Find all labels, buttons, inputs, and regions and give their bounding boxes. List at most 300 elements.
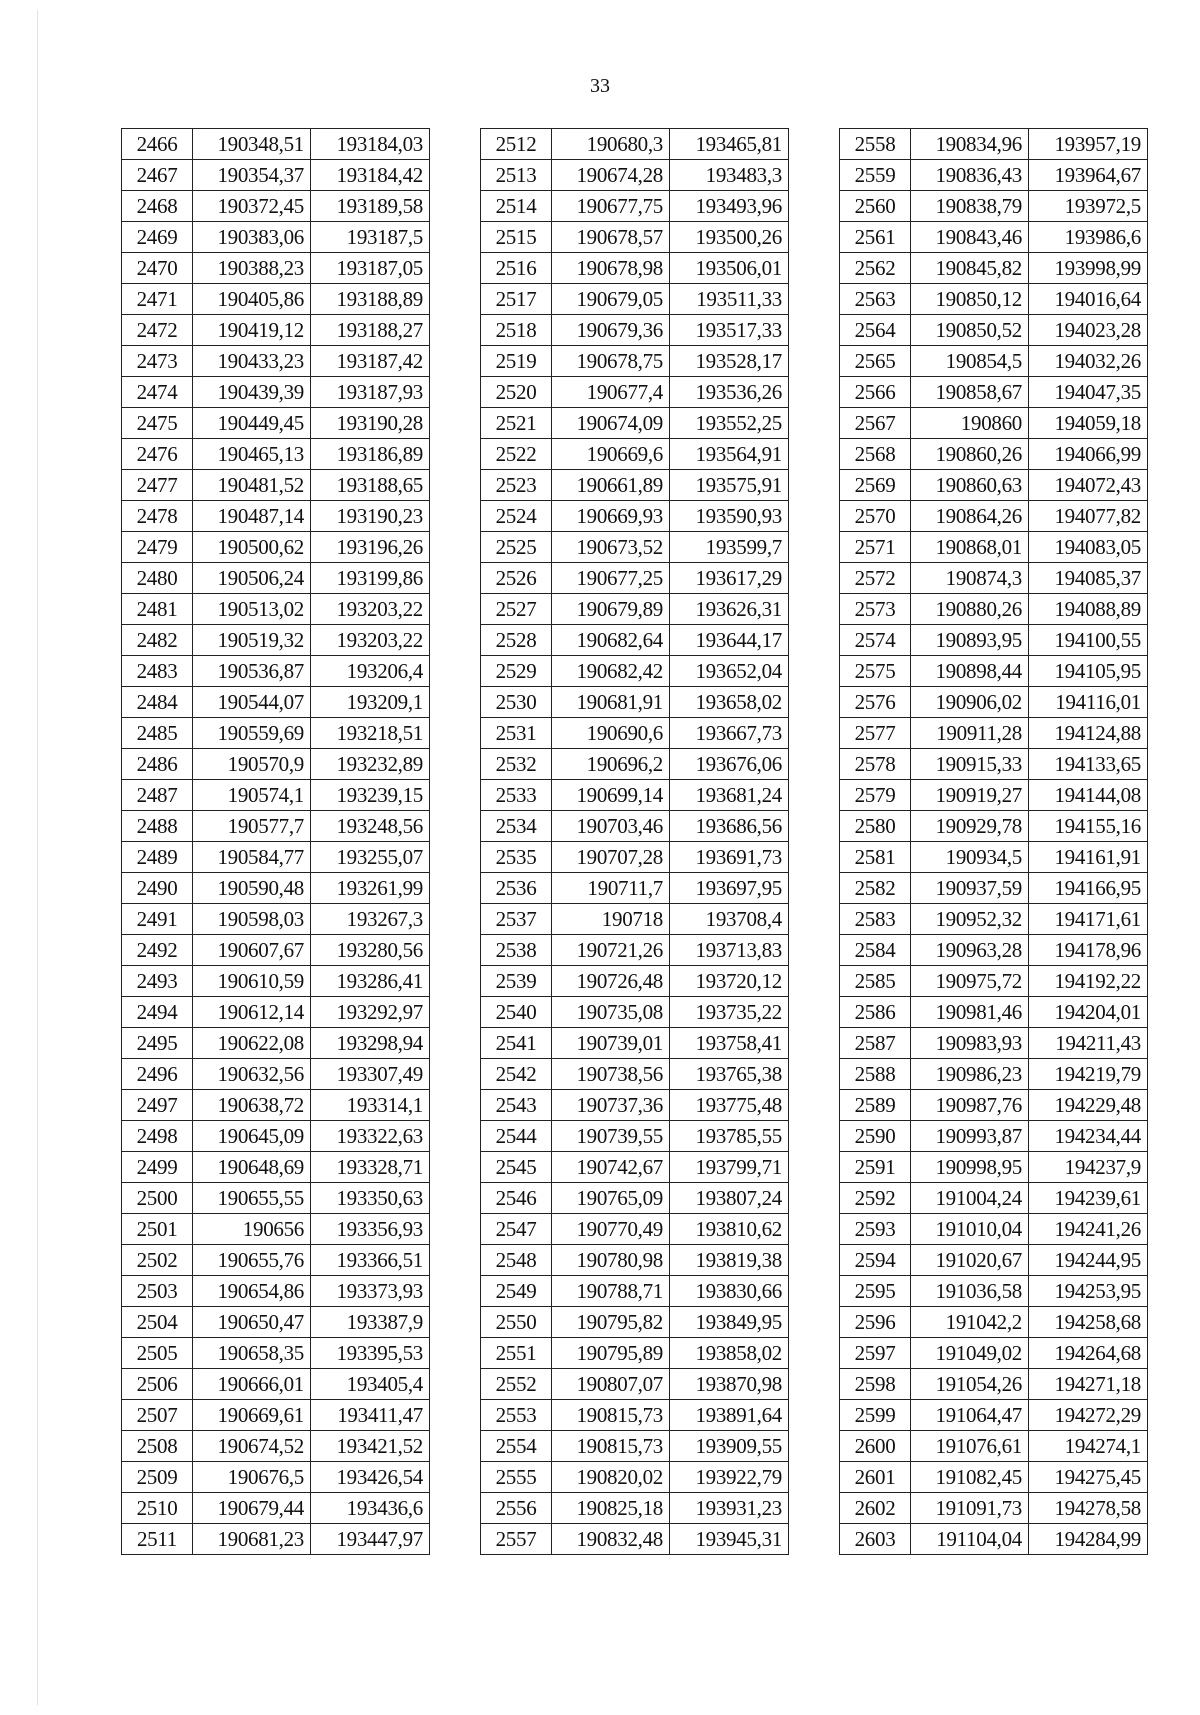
table-row (122, 408, 430, 439)
x-coordinate-cell: 190983,93 (911, 1028, 1029, 1059)
point-number-cell: 2550 (481, 1307, 552, 1338)
y-coordinate-cell: 193421,52 (311, 1431, 430, 1462)
point-number-cell: 2576 (840, 687, 911, 718)
y-coordinate-cell: 193807,24 (670, 1183, 789, 1214)
table-row (122, 377, 430, 408)
table-row (840, 873, 1148, 904)
point-number-cell: 2549 (481, 1276, 552, 1307)
x-coordinate-cell: 190780,98 (552, 1245, 670, 1276)
point-number-cell: 2539 (481, 966, 552, 997)
x-coordinate-cell: 190690,6 (552, 718, 670, 749)
y-coordinate-cell: 193493,96 (670, 191, 789, 222)
y-coordinate-cell: 193819,38 (670, 1245, 789, 1276)
table-row (122, 470, 430, 501)
x-coordinate-cell: 190658,35 (193, 1338, 311, 1369)
point-number-cell: 2543 (481, 1090, 552, 1121)
x-coordinate-cell: 190681,23 (193, 1524, 311, 1555)
point-number-cell: 2479 (122, 532, 193, 563)
y-coordinate-cell: 193232,89 (311, 749, 430, 780)
y-coordinate-cell: 193658,02 (670, 687, 789, 718)
x-coordinate-cell: 190656 (193, 1214, 311, 1245)
table-row (481, 408, 789, 439)
table-row (481, 1338, 789, 1369)
x-coordinate-cell: 190850,52 (911, 315, 1029, 346)
x-coordinate-cell: 190388,23 (193, 253, 311, 284)
y-coordinate-cell: 193870,98 (670, 1369, 789, 1400)
table-row (840, 1338, 1148, 1369)
point-number-cell: 2577 (840, 718, 911, 749)
y-coordinate-cell: 193713,83 (670, 935, 789, 966)
y-coordinate-cell: 193307,49 (311, 1059, 430, 1090)
y-coordinate-cell: 193483,3 (670, 160, 789, 191)
point-number-cell: 2548 (481, 1245, 552, 1276)
y-coordinate-cell: 193964,67 (1029, 160, 1148, 191)
x-coordinate-cell: 190998,95 (911, 1152, 1029, 1183)
y-coordinate-cell: 193858,02 (670, 1338, 789, 1369)
y-coordinate-cell: 194271,18 (1029, 1369, 1148, 1400)
table-row (122, 1524, 430, 1555)
point-number-cell: 2520 (481, 377, 552, 408)
point-number-cell: 2503 (122, 1276, 193, 1307)
y-coordinate-cell: 193891,64 (670, 1400, 789, 1431)
point-number-cell: 2466 (122, 129, 193, 160)
x-coordinate-cell: 190742,67 (552, 1152, 670, 1183)
y-coordinate-cell: 193575,91 (670, 470, 789, 501)
table-row (840, 842, 1148, 873)
y-coordinate-cell: 193187,05 (311, 253, 430, 284)
point-number-cell: 2557 (481, 1524, 552, 1555)
point-number-cell: 2496 (122, 1059, 193, 1090)
y-coordinate-cell: 193681,24 (670, 780, 789, 811)
point-number-cell: 2559 (840, 160, 911, 191)
x-coordinate-cell: 190860,63 (911, 470, 1029, 501)
table-row (840, 780, 1148, 811)
table-row (840, 346, 1148, 377)
y-coordinate-cell: 193957,19 (1029, 129, 1148, 160)
x-coordinate-cell: 190679,89 (552, 594, 670, 625)
point-number-cell: 2491 (122, 904, 193, 935)
point-number-cell: 2468 (122, 191, 193, 222)
x-coordinate-cell: 191020,67 (911, 1245, 1029, 1276)
table-row (122, 997, 430, 1028)
point-number-cell: 2522 (481, 439, 552, 470)
x-coordinate-cell: 190680,3 (552, 129, 670, 160)
table-row (122, 811, 430, 842)
table-row (481, 439, 789, 470)
point-number-cell: 2467 (122, 160, 193, 191)
x-coordinate-cell: 191004,24 (911, 1183, 1029, 1214)
y-coordinate-cell: 193972,5 (1029, 191, 1148, 222)
x-coordinate-cell: 190952,32 (911, 904, 1029, 935)
y-coordinate-cell: 194239,61 (1029, 1183, 1148, 1214)
y-coordinate-cell: 193426,54 (311, 1462, 430, 1493)
point-number-cell: 2560 (840, 191, 911, 222)
x-coordinate-cell: 190880,26 (911, 594, 1029, 625)
table-row (481, 532, 789, 563)
x-coordinate-cell: 190681,91 (552, 687, 670, 718)
point-number-cell: 2595 (840, 1276, 911, 1307)
point-number-cell: 2538 (481, 935, 552, 966)
point-number-cell: 2558 (840, 129, 911, 160)
table-row (481, 315, 789, 346)
x-coordinate-cell: 190679,44 (193, 1493, 311, 1524)
y-coordinate-cell: 194241,26 (1029, 1214, 1148, 1245)
y-coordinate-cell: 193184,42 (311, 160, 430, 191)
table-row (840, 749, 1148, 780)
table-row (840, 1214, 1148, 1245)
x-coordinate-cell: 190838,79 (911, 191, 1029, 222)
y-coordinate-cell: 194100,55 (1029, 625, 1148, 656)
coordinate-table-body (840, 129, 1148, 1555)
x-coordinate-cell: 190577,7 (193, 811, 311, 842)
y-coordinate-cell: 193186,89 (311, 439, 430, 470)
table-row (481, 966, 789, 997)
x-coordinate-cell: 190481,52 (193, 470, 311, 501)
table-row (122, 532, 430, 563)
point-number-cell: 2580 (840, 811, 911, 842)
table-row (840, 315, 1148, 346)
point-number-cell: 2480 (122, 563, 193, 594)
table-row (122, 501, 430, 532)
point-number-cell: 2579 (840, 780, 911, 811)
point-number-cell: 2487 (122, 780, 193, 811)
point-number-cell: 2578 (840, 749, 911, 780)
y-coordinate-cell: 193536,26 (670, 377, 789, 408)
y-coordinate-cell: 194161,91 (1029, 842, 1148, 873)
y-coordinate-cell: 194237,9 (1029, 1152, 1148, 1183)
y-coordinate-cell: 193239,15 (311, 780, 430, 811)
x-coordinate-cell: 190860,26 (911, 439, 1029, 470)
table-row (481, 656, 789, 687)
x-coordinate-cell: 190419,12 (193, 315, 311, 346)
x-coordinate-cell: 190354,37 (193, 160, 311, 191)
y-coordinate-cell: 193267,3 (311, 904, 430, 935)
point-number-cell: 2536 (481, 873, 552, 904)
table-row (481, 1493, 789, 1524)
table-row (481, 904, 789, 935)
x-coordinate-cell: 190674,09 (552, 408, 670, 439)
table-row (840, 222, 1148, 253)
table-row (481, 997, 789, 1028)
y-coordinate-cell: 193799,71 (670, 1152, 789, 1183)
table-row (840, 1462, 1148, 1493)
y-coordinate-cell: 194284,99 (1029, 1524, 1148, 1555)
table-row (481, 160, 789, 191)
point-number-cell: 2523 (481, 470, 552, 501)
x-coordinate-cell: 190739,01 (552, 1028, 670, 1059)
point-number-cell: 2533 (481, 780, 552, 811)
point-number-cell: 2476 (122, 439, 193, 470)
table-row (840, 1307, 1148, 1338)
x-coordinate-cell: 190820,02 (552, 1462, 670, 1493)
x-coordinate-cell: 190765,09 (552, 1183, 670, 1214)
table-row (840, 656, 1148, 687)
point-number-cell: 2553 (481, 1400, 552, 1431)
table-row (840, 160, 1148, 191)
point-number-cell: 2594 (840, 1245, 911, 1276)
point-number-cell: 2573 (840, 594, 911, 625)
point-number-cell: 2603 (840, 1524, 911, 1555)
point-number-cell: 2511 (122, 1524, 193, 1555)
x-coordinate-cell: 190574,1 (193, 780, 311, 811)
table-row (122, 966, 430, 997)
x-coordinate-cell: 190645,09 (193, 1121, 311, 1152)
table-row (481, 284, 789, 315)
table-row (481, 718, 789, 749)
table-row (122, 129, 430, 160)
point-number-cell: 2485 (122, 718, 193, 749)
table-row (122, 656, 430, 687)
table-row (840, 377, 1148, 408)
table-row (840, 532, 1148, 563)
point-number-cell: 2600 (840, 1431, 911, 1462)
x-coordinate-cell: 190864,26 (911, 501, 1029, 532)
y-coordinate-cell: 194272,29 (1029, 1400, 1148, 1431)
x-coordinate-cell: 190807,07 (552, 1369, 670, 1400)
table-row (840, 904, 1148, 935)
x-coordinate-cell: 190937,59 (911, 873, 1029, 904)
table-row (122, 439, 430, 470)
point-number-cell: 2551 (481, 1338, 552, 1369)
point-number-cell: 2481 (122, 594, 193, 625)
y-coordinate-cell: 193261,99 (311, 873, 430, 904)
table-row (122, 1028, 430, 1059)
x-coordinate-cell: 190735,08 (552, 997, 670, 1028)
coordinate-table-3 (839, 128, 1148, 1555)
y-coordinate-cell: 194278,58 (1029, 1493, 1148, 1524)
point-number-cell: 2581 (840, 842, 911, 873)
y-coordinate-cell: 193691,73 (670, 842, 789, 873)
y-coordinate-cell: 194085,37 (1029, 563, 1148, 594)
table-row (481, 1183, 789, 1214)
point-number-cell: 2593 (840, 1214, 911, 1245)
point-number-cell: 2544 (481, 1121, 552, 1152)
table-row (122, 563, 430, 594)
table-row (122, 935, 430, 966)
table-row (481, 191, 789, 222)
y-coordinate-cell: 194088,89 (1029, 594, 1148, 625)
y-coordinate-cell: 193511,33 (670, 284, 789, 315)
point-number-cell: 2494 (122, 997, 193, 1028)
x-coordinate-cell: 191054,26 (911, 1369, 1029, 1400)
table-row (481, 749, 789, 780)
y-coordinate-cell: 193708,4 (670, 904, 789, 935)
point-number-cell: 2584 (840, 935, 911, 966)
y-coordinate-cell: 193203,22 (311, 594, 430, 625)
y-coordinate-cell: 193328,71 (311, 1152, 430, 1183)
table-row (122, 160, 430, 191)
point-number-cell: 2598 (840, 1369, 911, 1400)
y-coordinate-cell: 193255,07 (311, 842, 430, 873)
table-row (840, 1431, 1148, 1462)
table-row (122, 1462, 430, 1493)
y-coordinate-cell: 193199,86 (311, 563, 430, 594)
point-number-cell: 2555 (481, 1462, 552, 1493)
y-coordinate-cell: 194244,95 (1029, 1245, 1148, 1276)
x-coordinate-cell: 191049,02 (911, 1338, 1029, 1369)
table-row (122, 780, 430, 811)
point-number-cell: 2535 (481, 842, 552, 873)
page-number: 33 (590, 75, 610, 97)
table-row (840, 1059, 1148, 1090)
table-row (840, 1276, 1148, 1307)
y-coordinate-cell: 193644,17 (670, 625, 789, 656)
point-number-cell: 2478 (122, 501, 193, 532)
point-number-cell: 2506 (122, 1369, 193, 1400)
y-coordinate-cell: 194211,43 (1029, 1028, 1148, 1059)
point-number-cell: 2525 (481, 532, 552, 563)
point-number-cell: 2526 (481, 563, 552, 594)
y-coordinate-cell: 193411,47 (311, 1400, 430, 1431)
y-coordinate-cell: 193720,12 (670, 966, 789, 997)
table-row (481, 1121, 789, 1152)
x-coordinate-cell: 190739,55 (552, 1121, 670, 1152)
x-coordinate-cell: 190674,28 (552, 160, 670, 191)
table-row (122, 284, 430, 315)
point-number-cell: 2534 (481, 811, 552, 842)
point-number-cell: 2532 (481, 749, 552, 780)
point-number-cell: 2499 (122, 1152, 193, 1183)
point-number-cell: 2529 (481, 656, 552, 687)
y-coordinate-cell: 193447,97 (311, 1524, 430, 1555)
point-number-cell: 2497 (122, 1090, 193, 1121)
coordinate-table-1 (121, 128, 430, 1555)
table-row (122, 1183, 430, 1214)
table-row (840, 1245, 1148, 1276)
x-coordinate-cell: 190536,87 (193, 656, 311, 687)
point-number-cell: 2602 (840, 1493, 911, 1524)
point-number-cell: 2518 (481, 315, 552, 346)
table-row (122, 687, 430, 718)
table-row (481, 1524, 789, 1555)
x-coordinate-cell: 190836,43 (911, 160, 1029, 191)
y-coordinate-cell: 193810,62 (670, 1214, 789, 1245)
x-coordinate-cell: 190676,5 (193, 1462, 311, 1493)
point-number-cell: 2597 (840, 1338, 911, 1369)
x-coordinate-cell: 190638,72 (193, 1090, 311, 1121)
y-coordinate-cell: 193218,51 (311, 718, 430, 749)
x-coordinate-cell: 191042,2 (911, 1307, 1029, 1338)
table-row (481, 1369, 789, 1400)
x-coordinate-cell: 190677,4 (552, 377, 670, 408)
y-coordinate-cell: 194133,65 (1029, 749, 1148, 780)
x-coordinate-cell: 190677,25 (552, 563, 670, 594)
point-number-cell: 2472 (122, 315, 193, 346)
table-row (122, 1338, 430, 1369)
x-coordinate-cell: 190544,07 (193, 687, 311, 718)
point-number-cell: 2473 (122, 346, 193, 377)
x-coordinate-cell: 190874,3 (911, 563, 1029, 594)
table-row (481, 346, 789, 377)
x-coordinate-cell: 190678,57 (552, 222, 670, 253)
y-coordinate-cell: 193322,63 (311, 1121, 430, 1152)
x-coordinate-cell: 190795,82 (552, 1307, 670, 1338)
y-coordinate-cell: 193366,51 (311, 1245, 430, 1276)
x-coordinate-cell: 190825,18 (552, 1493, 670, 1524)
y-coordinate-cell: 194264,68 (1029, 1338, 1148, 1369)
table-row (840, 718, 1148, 749)
table-row (481, 1214, 789, 1245)
table-row (840, 935, 1148, 966)
y-coordinate-cell: 194192,22 (1029, 966, 1148, 997)
x-coordinate-cell: 190679,36 (552, 315, 670, 346)
table-row (122, 1090, 430, 1121)
y-coordinate-cell: 193187,5 (311, 222, 430, 253)
y-coordinate-cell: 193298,94 (311, 1028, 430, 1059)
x-coordinate-cell: 190348,51 (193, 129, 311, 160)
x-coordinate-cell: 190726,48 (552, 966, 670, 997)
table-row (840, 1152, 1148, 1183)
x-coordinate-cell: 190612,14 (193, 997, 311, 1028)
x-coordinate-cell: 190405,86 (193, 284, 311, 315)
table-row (122, 1493, 430, 1524)
table-row (122, 315, 430, 346)
point-number-cell: 2570 (840, 501, 911, 532)
y-coordinate-cell: 194124,88 (1029, 718, 1148, 749)
x-coordinate-cell: 190795,89 (552, 1338, 670, 1369)
table-row (122, 253, 430, 284)
y-coordinate-cell: 193564,91 (670, 439, 789, 470)
y-coordinate-cell: 193765,38 (670, 1059, 789, 1090)
y-coordinate-cell: 193465,81 (670, 129, 789, 160)
y-coordinate-cell: 193830,66 (670, 1276, 789, 1307)
table-row (481, 222, 789, 253)
x-coordinate-cell: 190721,26 (552, 935, 670, 966)
table-row (481, 1307, 789, 1338)
point-number-cell: 2482 (122, 625, 193, 656)
x-coordinate-cell: 190500,62 (193, 532, 311, 563)
table-row (481, 563, 789, 594)
x-coordinate-cell: 190590,48 (193, 873, 311, 904)
y-coordinate-cell: 193188,27 (311, 315, 430, 346)
x-coordinate-cell: 190815,73 (552, 1431, 670, 1462)
x-coordinate-cell: 190661,89 (552, 470, 670, 501)
y-coordinate-cell: 193686,56 (670, 811, 789, 842)
table-row (122, 873, 430, 904)
table-row (122, 1245, 430, 1276)
point-number-cell: 2510 (122, 1493, 193, 1524)
table-row (481, 253, 789, 284)
coordinate-table-body (481, 129, 789, 1555)
point-number-cell: 2596 (840, 1307, 911, 1338)
table-row (122, 1059, 430, 1090)
x-coordinate-cell: 190711,7 (552, 873, 670, 904)
x-coordinate-cell: 191036,58 (911, 1276, 1029, 1307)
table-row (840, 1524, 1148, 1555)
y-coordinate-cell: 194234,44 (1029, 1121, 1148, 1152)
y-coordinate-cell: 193292,97 (311, 997, 430, 1028)
x-coordinate-cell: 190607,67 (193, 935, 311, 966)
y-coordinate-cell: 193395,53 (311, 1338, 430, 1369)
point-number-cell: 2508 (122, 1431, 193, 1462)
table-row (840, 1121, 1148, 1152)
y-coordinate-cell: 193206,4 (311, 656, 430, 687)
x-coordinate-cell: 191064,47 (911, 1400, 1029, 1431)
x-coordinate-cell: 190718 (552, 904, 670, 935)
x-coordinate-cell: 190383,06 (193, 222, 311, 253)
y-coordinate-cell: 194258,68 (1029, 1307, 1148, 1338)
x-coordinate-cell: 190598,03 (193, 904, 311, 935)
table-row (840, 966, 1148, 997)
x-coordinate-cell: 190682,64 (552, 625, 670, 656)
table-row (481, 1245, 789, 1276)
point-number-cell: 2569 (840, 470, 911, 501)
y-coordinate-cell: 193373,93 (311, 1276, 430, 1307)
y-coordinate-cell: 194274,1 (1029, 1431, 1148, 1462)
x-coordinate-cell: 190673,52 (552, 532, 670, 563)
point-number-cell: 2564 (840, 315, 911, 346)
x-coordinate-cell: 190559,69 (193, 718, 311, 749)
